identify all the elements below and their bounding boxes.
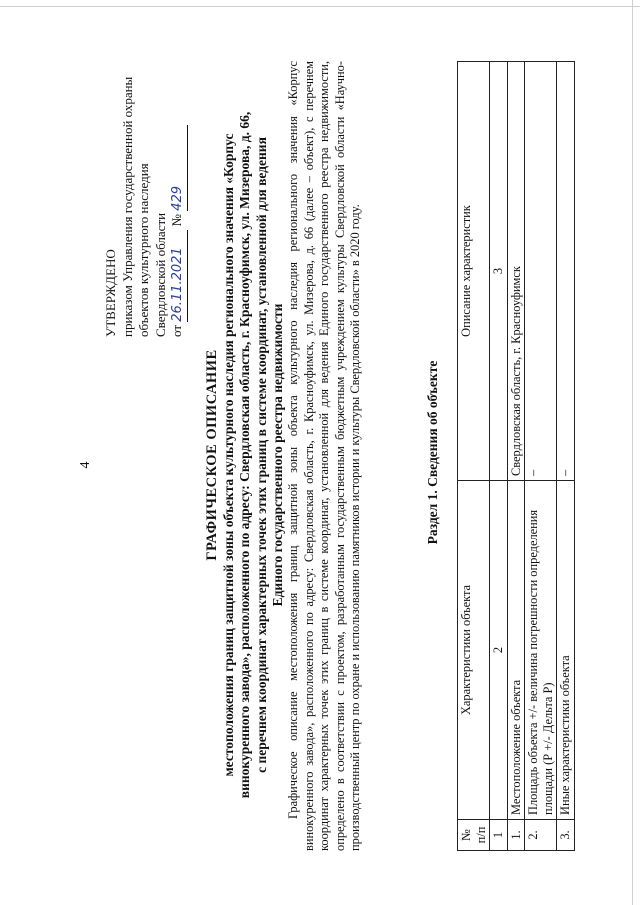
approval-line-2: объектов культурного наследия	[136, 163, 151, 337]
header-characteristic: Характеристики объекта	[458, 481, 490, 820]
approval-stamp	[103, 7, 188, 337]
approval-number: 429	[170, 125, 188, 211]
header-number: № п/п	[458, 820, 490, 851]
title-line-3: с перечнем координат характерных точек этих границ в системе координат, установленной для ведения	[253, 137, 269, 773]
page-number: 4	[78, 461, 93, 469]
title-heading: ГРАФИЧЕСКОЕ ОПИСАНИЕ	[204, 349, 220, 561]
approval-heading: УТВЕРЖДЕНО	[103, 249, 118, 337]
date-prefix: от	[169, 324, 184, 337]
table-row	[507, 62, 525, 851]
row-number: 1.	[507, 820, 525, 851]
approval-date-line	[169, 7, 188, 337]
title-line-4: Единого государственного реестра недвижимости	[270, 303, 285, 607]
row-characteristic: Иные характеристики объекта	[557, 481, 575, 820]
title-line-1: местоположения границ защитной зоны объекта культурного наследия регионального значения «Корпус	[220, 133, 236, 777]
document-title	[204, 65, 287, 845]
approval-line-3: Свердловской области	[152, 212, 168, 337]
section-title: Раздел 1. Сведения об объекте	[425, 360, 440, 545]
table-row	[557, 62, 575, 851]
table-header-row	[458, 62, 490, 851]
row-characteristic: Площадь объекта +/- величина погрешности определения площади (Р +/- Дельта Р)	[525, 481, 557, 820]
row-description: Свердловская область, г. Красноуфимск	[507, 62, 525, 481]
row-description: –	[525, 62, 557, 481]
approval-date: 26.11.2021	[170, 230, 188, 322]
header-description: Описание характеристик	[458, 62, 490, 481]
table-numbering-row	[490, 62, 508, 851]
description-paragraph: Графическое описание местоположения границ защитной зоны объекта культурного наследия регионального значения «Корпус винокуренного завода», расположенного по адресу: Свердловская область, г. Красноуфимск, ул. Мизерова, д. 66 (далее – объект), с перечнем координат характерных точек этих границ в системе координат, установленной для ведения Единого государственного реестра недвижимости, определено в соответствии с проектом, разработанным государственным бюджетным учреждением культуры Свердловской области «Научно-производственный центр по охране и использованию памятников истории и культуры Свердловской области» в 2020 году.	[286, 61, 363, 851]
number-prefix: №	[169, 214, 184, 227]
row-characteristic: Местоположение объекта	[507, 481, 525, 820]
title-line-2: винокуренного завода», расположенного по адресу: Свердловская область, г. Красноуфимск, ул. Мизерова, д. 66,	[237, 111, 252, 799]
row-number: 2.	[525, 820, 557, 851]
object-info-table	[457, 61, 575, 851]
row-description: –	[557, 62, 575, 481]
approval-line-1: приказом Управления государственной охраны	[119, 76, 135, 337]
numbering-2: 2	[490, 481, 508, 820]
table-row	[525, 62, 557, 851]
row-number: 3.	[557, 820, 575, 851]
numbering-3: 3	[490, 62, 508, 481]
numbering-1: 1	[490, 820, 508, 851]
